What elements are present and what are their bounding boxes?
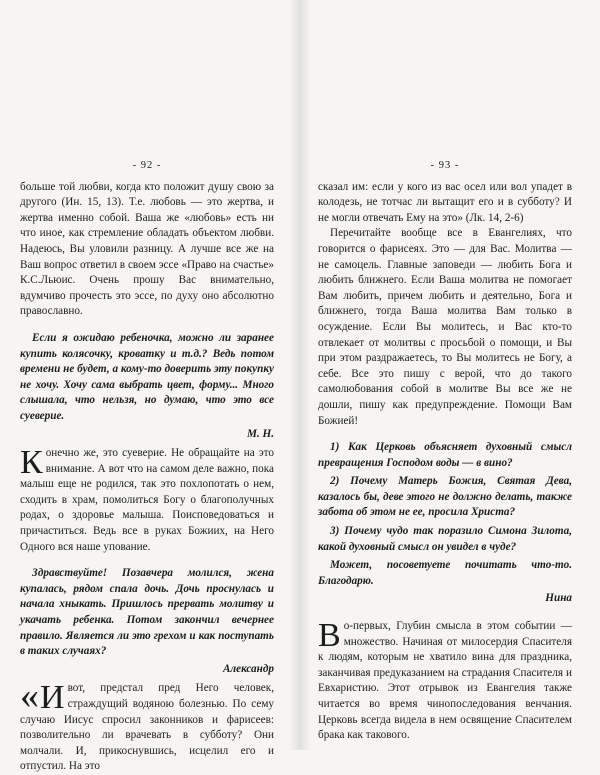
reader-question: 3) Почему чудо так поразило Симона Зилота, какой духовный смысл он увидел в чуде? [318, 525, 572, 553]
reader-question: 2) Почему Матерь Божия, Святая Дева, казалось бы, деве этого не должно делать, также забота об этом не ее, просила Христа? [318, 475, 572, 519]
reader-question: Если я ожидаю ребеночка, можно ли заранее купить колясочку, кроватку и т.д.? Ведь потом времени не будет, а кому-то доверить эту покупку не хочу. Хочу сама выбрать цвет, форму... Много слышала, что нельзя, но думаю, что это все суеверие. [20, 331, 274, 422]
left-page [20, 158, 274, 775]
page-number: - 93 - [430, 160, 460, 171]
question-signature: М. Н. [246, 427, 274, 440]
answer-paragraph [20, 446, 274, 555]
answer-continuation: больше той любви, когда кто положит душу свою за другого (Ин. 15, 13). Т.е. любовь — это жертва, и жертва именно собой. Ваша же «любовь» есть ни что иное, как стремление обладать объектом любви. Надеюсь, Вы уловили разницу. А лучше все же на Ваш вопрос ответил в своем эссе «Право на счастье» К.С.Льюис. Очень прошу Вас внимательно, вдумчиво прочесть это эссе, по духу оно абсолютно православно. [20, 180, 274, 318]
drop-cap: В [318, 617, 341, 655]
answer-text: о-первых, Глубин смысла в этом событии — множество. Начиная от милосердия Спасителя к людям, которым не хватило вина для праздника, заканчивая предуказанием на страдания Спасителя и Евхаристию. Этот отрывок из Евангелия также читается во время чинопоследования венчания. Церковь всегда видела в нем освящение Спасителем брака как такового. [318, 620, 572, 742]
question-signature: Александр [222, 662, 274, 675]
book-gutter-shadow [288, 0, 312, 750]
reader-question: 1) Как Церковь объясняет духовный смысл превращения Господом воды — в вино? [318, 441, 572, 469]
right-page [318, 158, 572, 744]
drop-cap: К [20, 444, 43, 482]
scripture-quote-end: сказал им: если у кого из вас осел или вол упадет в колодезь, не тотчас ли вытащит его и в субботу? И не могли отвечать Ему на это» (Лк. 14, 2-6) [318, 180, 572, 224]
answer-text: вот, предстал пред Него человек, страждущий водяною болезнью. По сему случаю Иисус спросил законников и фарисеев: позволительно ли врачевать в субботу? Они молчали. И, прикоснувшись, исцелил его и отпустил. На это [20, 682, 274, 773]
reader-question: Может, посоветуете почитать что-то. Благодарю. [318, 559, 572, 587]
answer-paragraph: Перечитайте вообще все в Евангелиях, что говорится о фарисеях. Это — для Вас. Молитва — не самоцель. Главные заповеди — любить Бога и любить ближнего. Если Ваша молитва не помогает Вам любить, причем любить и деятельно, Бога и ближнего, тогда Ваша молитва Вам только в осуждение. Если Вы молитесь, и Вас кто-то отвлекает от молитвы с просьбой о помощи, и Вы при этом раздражаетесь, то Вы молитесь не Богу, а себе. Все это пишу с верой, что до такого самолюбования собой в молитве Вы все же не дошли, пишу как предупреждение. Помощи Вам Божией! [318, 227, 572, 427]
question-signature: Нина [545, 592, 572, 605]
answer-paragraph [318, 619, 572, 744]
reader-question: Здравствуйте! Позавчера молился, жена купалась, рядом спала дочь. Дочь проснулась и начала хныкать. Пришлось прервать молитву и укачать ребенка. Потом закончил вечернее правило. Является ли это грехом и как поступать в таких случаях? [20, 567, 274, 658]
answer-text: онечно же, это суеверие. Не обращайте на это внимание. А вот что на самом деле важно, пока малыш еще не родился, так это похлопотать о нем, сходить в храм, помолиться Богу о благополучных родах, о здоровье малыша. Поисповедоваться и причаститься. Ведь все в руках Божиих, на Него Одного вся наше упование. [20, 447, 274, 553]
page-number: - 92 - [132, 160, 162, 171]
opening-quote-mark: « [20, 675, 39, 718]
answer-paragraph [20, 675, 274, 775]
drop-cap: И [40, 679, 65, 717]
